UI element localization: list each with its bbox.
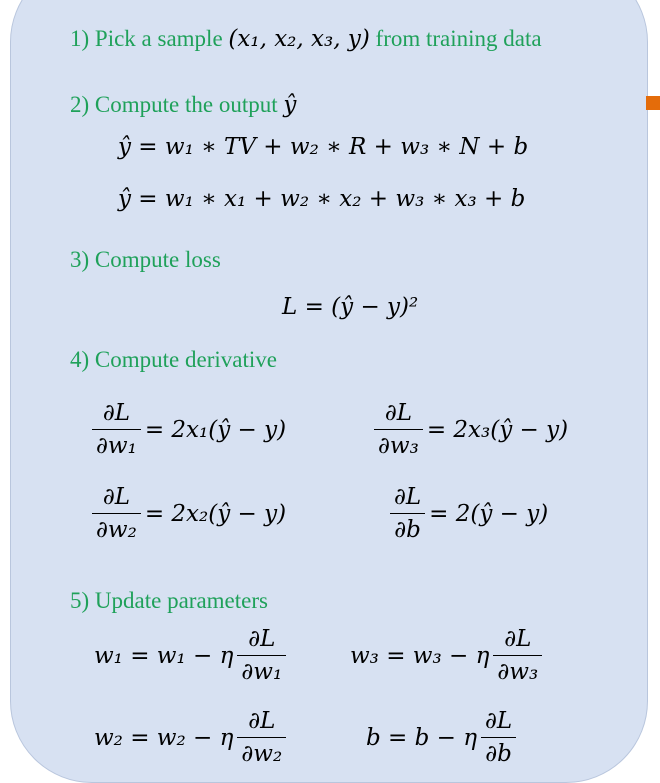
step-5-heading: 5) Update parameters	[70, 588, 268, 613]
derivative-w1	[88, 400, 286, 459]
fraction	[493, 626, 542, 685]
step-4-heading: 4) Compute derivative	[70, 347, 277, 372]
denominator: ∂b	[390, 513, 425, 543]
output-equation-1: ŷ = w₁ ∗ TV + w₂ ∗ R + w₃ ∗ N + b	[118, 134, 529, 160]
step-2-heading	[70, 92, 296, 118]
numerator: ∂L	[384, 400, 412, 426]
step-2-text: 2) Compute the output	[70, 92, 278, 117]
loss-equation: L = (ŷ − y)²	[282, 294, 419, 320]
denominator: ∂w₃	[374, 429, 423, 459]
denominator: ∂w₂	[237, 737, 286, 767]
derivative-b	[386, 484, 548, 543]
fraction	[92, 400, 141, 459]
fraction	[237, 626, 286, 685]
numerator: ∂L	[485, 708, 513, 734]
output-equation-2: ŷ = w₁ ∗ x₁ + w₂ ∗ x₂ + w₃ ∗ x₃ + b	[118, 186, 526, 212]
derivative-w3	[370, 400, 568, 459]
lhs: w₁ = w₁ − η	[94, 642, 234, 669]
rhs: = 2x₁(ŷ − y)	[144, 416, 287, 443]
step-2-symbol: ŷ	[283, 92, 297, 118]
denominator: ∂b	[481, 737, 516, 767]
numerator: ∂L	[504, 626, 532, 652]
update-b	[366, 708, 520, 767]
step-1-text: 1) Pick a sample	[70, 26, 223, 51]
numerator: ∂L	[248, 626, 276, 652]
rhs: = 2(ŷ − y)	[429, 500, 549, 527]
numerator: ∂L	[394, 484, 422, 510]
numerator: ∂L	[248, 708, 276, 734]
update-w3	[350, 626, 546, 685]
rhs: = 2x₃(ŷ − y)	[426, 416, 569, 443]
derivative-w2	[88, 484, 286, 543]
numerator: ∂L	[102, 484, 130, 510]
update-w2	[94, 708, 290, 767]
fraction	[92, 484, 141, 543]
lhs: w₃ = w₃ − η	[350, 642, 490, 669]
fraction	[374, 400, 423, 459]
step-1-tail: from training data	[375, 26, 542, 51]
step-1-tuple: (x₁, x₂, x₃, y)	[228, 26, 370, 52]
accent-marker	[646, 96, 660, 110]
lhs: b = b − η	[366, 724, 478, 751]
step-3-heading: 3) Compute loss	[70, 247, 221, 272]
numerator: ∂L	[102, 400, 130, 426]
denominator: ∂w₂	[92, 513, 141, 543]
rhs: = 2x₂(ŷ − y)	[144, 500, 287, 527]
lhs: w₂ = w₂ − η	[94, 724, 234, 751]
step-1-heading	[70, 26, 542, 52]
denominator: ∂w₃	[493, 655, 542, 685]
update-w1	[94, 626, 290, 685]
denominator: ∂w₁	[237, 655, 286, 685]
denominator: ∂w₁	[92, 429, 141, 459]
fraction	[390, 484, 425, 543]
fraction	[237, 708, 286, 767]
fraction	[481, 708, 516, 767]
